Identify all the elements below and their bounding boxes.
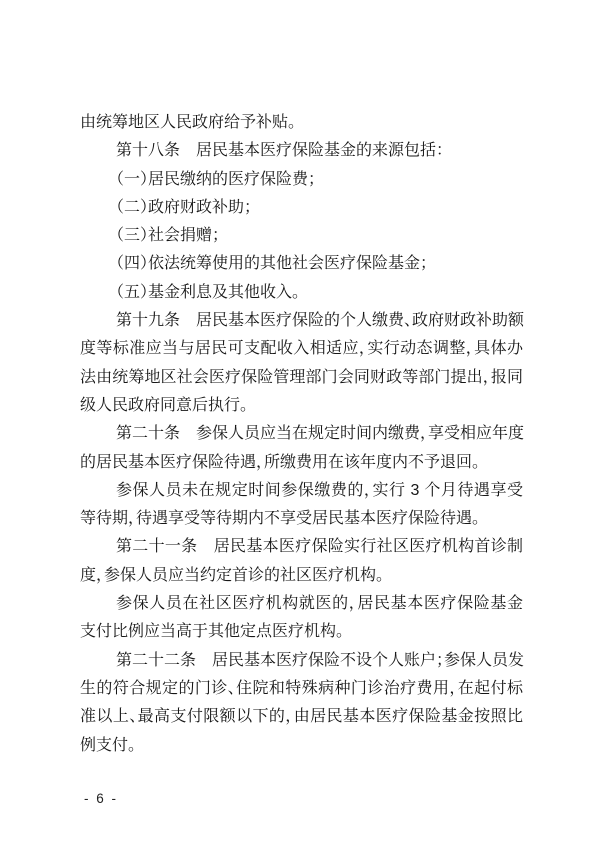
document-line-item-3: （三）社会捐赠； — [116, 227, 221, 245]
document-line: 等待期，待遇享受等待期内不享受居民基本医疗保险待遇。 — [80, 510, 481, 528]
document-line-item-1: （一）居民缴纳的医疗保险费； — [116, 170, 317, 188]
document-line: 的居民基本医疗保险待遇，所缴费用在该年度内不予退回。 — [80, 453, 481, 471]
document-line-item-2: （二）政府财政补助； — [116, 198, 253, 216]
page-number: - 6 - — [84, 791, 119, 806]
document-line-article-22: 第二十二条 居民基本医疗保险不设个人账户；参保人员发 — [116, 651, 525, 669]
document-line: 生的符合规定的门诊、住院和特殊病种门诊治疗费用，在起付标 — [80, 679, 523, 697]
document-line: 由统筹地区人民政府给予补贴。 — [80, 114, 297, 131]
document-line: 度等标准应当与居民可支配收入相适应，实行动态调整，具体办 — [80, 340, 523, 358]
document-line-article-19: 第十九条 居民基本医疗保险的个人缴费、政府财政补助额 — [116, 312, 525, 330]
document-line-item-4: （四）依法统筹使用的其他社会医疗保险基金； — [116, 255, 429, 273]
document-line: 级人民政府同意后执行。 — [80, 396, 249, 414]
document-line: 参保人员在社区医疗机构就医的，居民基本医疗保险基金 — [116, 595, 523, 613]
document-line: 度，参保人员应当约定首诊的社区医疗机构。 — [80, 566, 385, 584]
document-line-item-5: （五）基金利息及其他收入。 — [116, 283, 301, 301]
document-line: 准以上、最高支付限额以下的，由居民基本医疗保险基金按照比 — [80, 708, 523, 726]
document-line: 法由统筹地区社会医疗保险管理部门会同财政等部门提出，报同 — [80, 368, 523, 386]
document-line-article-20: 第二十条 参保人员应当在规定时间内缴费，享受相应年度 — [116, 425, 525, 443]
document-line: 例支付。 — [80, 736, 137, 754]
document-line-article-21: 第二十一条 居民基本医疗保险实行社区医疗机构首诊制 — [116, 538, 523, 556]
document-line: 支付比例应当高于其他定点医疗机构。 — [80, 623, 345, 641]
document-body — [80, 109, 523, 760]
document-line-article-18: 第十八条 居民基本医疗保险基金的来源包括： — [116, 142, 445, 160]
document-line: 参保人员未在规定时间参保缴费的，实行 3 个月待遇享受 — [116, 481, 523, 499]
